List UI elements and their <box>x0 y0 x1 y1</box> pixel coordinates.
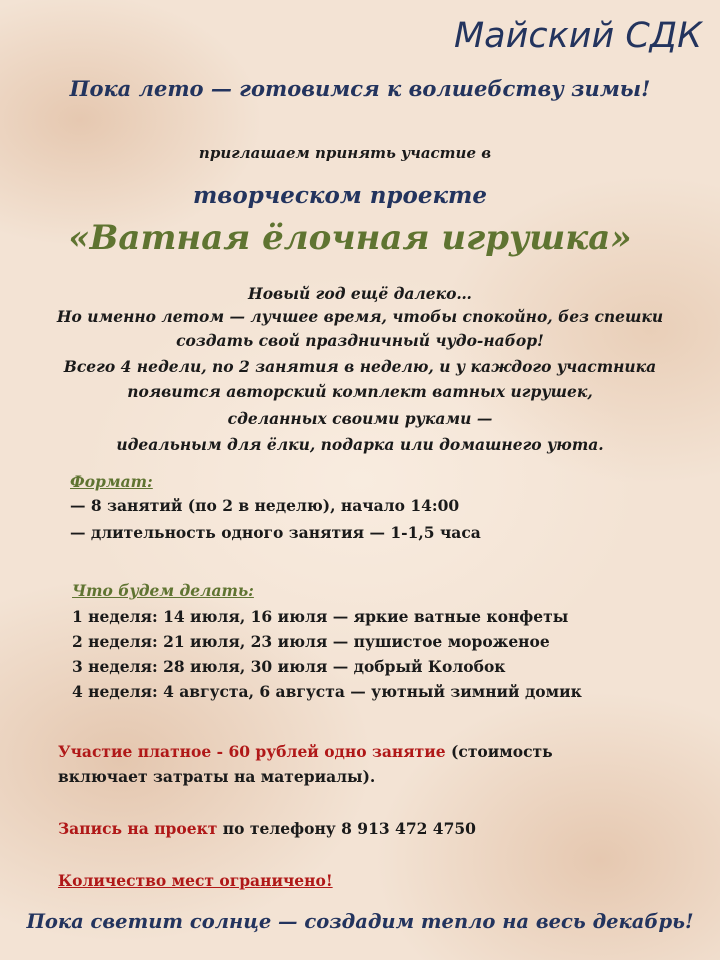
schedule-week: 3 неделя: 28 июля, 30 июля — добрый Колобок <box>72 657 506 676</box>
price-note: (стоимость <box>445 742 553 761</box>
intro-line: появится авторский комплект ватных игрушек, <box>127 382 593 401</box>
invite-subtitle: творческом проекте <box>192 182 488 209</box>
intro-line: Всего 4 недели, по 2 занятия в неделю, и у каждого участника <box>63 357 657 376</box>
price-highlight: Участие платное - 60 рублей одно занятие <box>58 742 446 761</box>
footer-slogan: Пока светит солнце — создадим тепло на весь декабрь! <box>26 910 694 933</box>
schedule-week: 4 неделя: 4 августа, 6 августа — уютный зимний домик <box>72 682 582 701</box>
invite-line: приглашаем принять участие в <box>198 144 492 162</box>
format-item: — 8 занятий (по 2 в неделю), начало 14:00 <box>70 496 460 515</box>
price-line <box>58 742 553 761</box>
format-item: — длительность одного занятия — 1-1,5 часа <box>70 523 481 542</box>
tagline: Пока лето — готовимся к волшебству зимы! <box>69 76 651 101</box>
schedule-week: 2 неделя: 21 июля, 23 июля — пушистое мороженое <box>72 632 550 651</box>
signup-label: Запись на проект <box>58 819 218 838</box>
intro-line: сделанных своими руками — <box>227 409 493 428</box>
schedule-heading: Что будем делать: <box>72 581 254 600</box>
limited-notice: Количество мест ограничено! <box>58 871 333 890</box>
signup-line <box>58 819 476 838</box>
org-name: Майский СДК <box>453 16 702 56</box>
intro-line: Но именно летом — лучшее время, чтобы спокойно, без спешки <box>56 307 664 326</box>
intro-line: идеальным для ёлки, подарка или домашнего уюта. <box>116 435 604 454</box>
format-heading: Формат: <box>70 472 153 491</box>
schedule-week: 1 неделя: 14 июля, 16 июля — яркие ватные конфеты <box>72 607 569 626</box>
project-title: «Ватная ёлочная игрушка» <box>68 218 632 258</box>
intro-line: Новый год ещё далеко… <box>248 284 472 303</box>
price-line-2: включает затраты на материалы). <box>58 767 376 786</box>
signup-phone[interactable]: по телефону 8 913 472 4750 <box>217 819 476 838</box>
intro-line: создать свой праздничный чудо-набор! <box>176 331 544 350</box>
